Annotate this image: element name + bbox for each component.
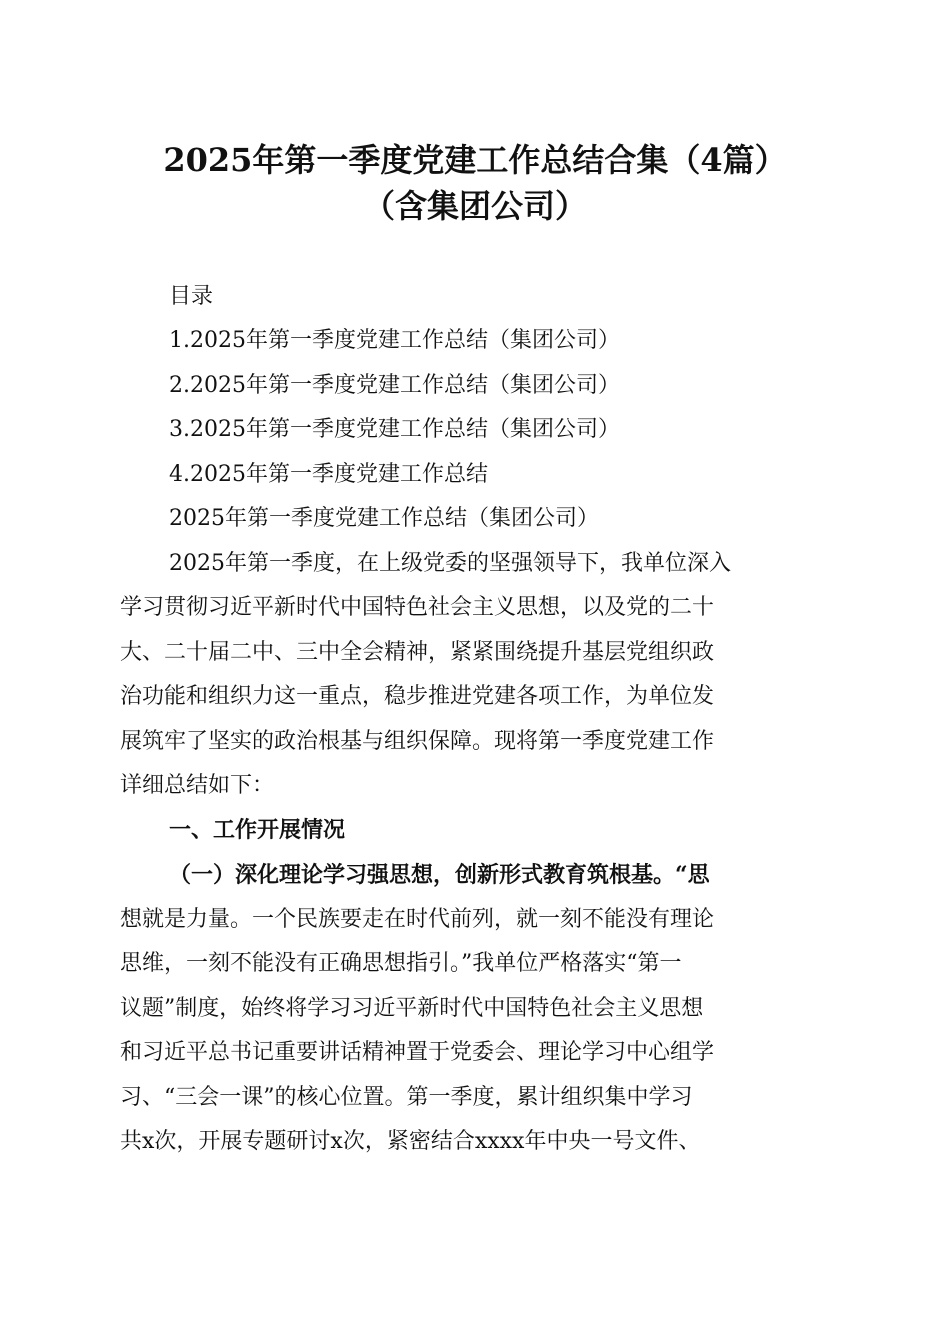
paragraph-line: 治功能和组织力这一重点，稳步推进党建各项工作，为单位发 — [120, 684, 715, 709]
document-title-line-2: （含集团公司） — [362, 187, 587, 225]
toc-item-4: 4.2025年第一季度党建工作总结 — [169, 462, 488, 487]
paragraph-line: 展筑牢了坚实的政治根基与组织保障。现将第一季度党建工作 — [120, 729, 715, 754]
toc-item-3: 3.2025年第一季度党建工作总结（集团公司） — [169, 417, 620, 442]
paragraph-line: 共x次，开展专题研讨x次，紧密结合xxxx年中央一号文件、 — [120, 1129, 701, 1154]
paragraph-line: 习、“三会一课”的核心位置。第一季度，累计组织集中学习 — [120, 1085, 693, 1110]
paragraph-line: 2025年第一季度，在上级党委的坚强领导下，我单位深入 — [169, 551, 731, 576]
paragraph-line: 思维，一刻不能没有正确思想指引。”我单位严格落实“第一 — [120, 951, 682, 976]
toc-item-2: 2.2025年第一季度党建工作总结（集团公司） — [169, 373, 620, 398]
toc-label: 目录 — [169, 284, 214, 309]
paragraph-line: 议题”制度，始终将学习习近平新时代中国特色社会主义思想 — [120, 996, 704, 1021]
paragraph-line: 学习贯彻习近平新时代中国特色社会主义思想，以及党的二十 — [120, 595, 715, 620]
paragraph-line: 和习近平总书记重要讲话精神置于党委会、理论学习中心组学 — [120, 1040, 715, 1065]
toc-item-1: 1.2025年第一季度党建工作总结（集团公司） — [169, 328, 620, 353]
paragraph-line: 详细总结如下： — [120, 773, 275, 798]
document-title-line-1: 2025年第一季度党建工作总结合集（4篇） — [163, 141, 787, 179]
paragraph-line: （一）深化理论学习强思想，创新形式教育筑根基。“思 — [169, 862, 710, 888]
section-heading: 一、工作开展情况 — [169, 818, 346, 843]
paragraph-line: 想就是力量。一个民族要走在时代前列，就一刻不能没有理论 — [120, 907, 715, 932]
article-title: 2025年第一季度党建工作总结（集团公司） — [169, 506, 599, 531]
paragraph-line: 大、二十届二中、三中全会精神，紧紧围绕提升基层党组织政 — [120, 640, 715, 665]
